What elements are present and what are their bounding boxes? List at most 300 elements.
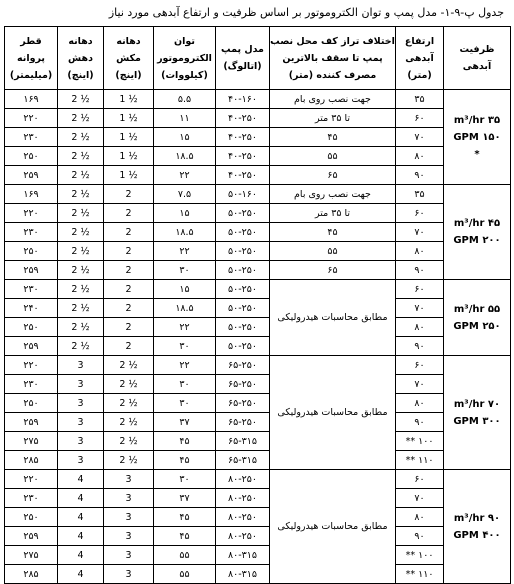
height-cell-text: ۹۰ bbox=[414, 340, 425, 352]
table-row bbox=[5, 299, 511, 318]
capacity-cell bbox=[444, 470, 511, 584]
motor-power-cell bbox=[154, 280, 216, 299]
motor-power-cell bbox=[154, 109, 216, 128]
pump-model-cell-text: ۶۵-۲۵۰ bbox=[228, 378, 257, 390]
discharge-cell bbox=[58, 128, 104, 147]
pump-model-cell bbox=[216, 242, 270, 261]
level-cell bbox=[270, 223, 396, 242]
level-cell bbox=[270, 90, 396, 109]
header-row bbox=[5, 27, 511, 90]
motor-power-cell-text: ۲۲ bbox=[179, 321, 190, 333]
impeller-cell-text: ۱۶۹ bbox=[23, 93, 39, 105]
table-row bbox=[5, 356, 511, 375]
height-cell bbox=[396, 223, 444, 242]
height-cell bbox=[396, 280, 444, 299]
motor-power-cell bbox=[154, 204, 216, 223]
impeller-cell bbox=[5, 451, 58, 470]
motor-power-cell bbox=[154, 489, 216, 508]
impeller-cell-text: ۲۴۰ bbox=[23, 302, 39, 314]
capacity-cell bbox=[444, 185, 511, 280]
impeller-cell-text: ۲۸۵ bbox=[23, 568, 39, 580]
impeller-cell-text: ۲۲۰ bbox=[23, 359, 39, 371]
motor-power-cell bbox=[154, 299, 216, 318]
capacity-line: ۳۵ m³/hr bbox=[453, 114, 501, 126]
suction-cell bbox=[104, 565, 154, 584]
table-row bbox=[5, 413, 511, 432]
capacity-line: ۱۵۰ GPM bbox=[453, 131, 501, 143]
table-row bbox=[5, 451, 511, 470]
motor-power-cell-text: ۴۵ bbox=[179, 530, 190, 542]
suction-cell-text: 2 bbox=[125, 340, 132, 352]
discharge-cell-text: 2 ½ bbox=[71, 150, 90, 162]
suction-cell bbox=[104, 489, 154, 508]
impeller-cell bbox=[5, 432, 58, 451]
suction-cell-text: 3 bbox=[125, 473, 132, 485]
pump-model-cell bbox=[216, 223, 270, 242]
level-cell bbox=[270, 147, 396, 166]
level-note-cell-text: مطابق محاسبات هیدرولیکی bbox=[277, 312, 388, 323]
discharge-cell-text: 3 bbox=[77, 397, 84, 409]
pump-model-cell-text: ۶۵-۲۵۰ bbox=[228, 416, 257, 428]
pump-model-cell bbox=[216, 261, 270, 280]
motor-power-cell-text: ۱۸.۵ bbox=[175, 226, 194, 238]
level-note-cell bbox=[270, 280, 396, 356]
discharge-cell-text: 2 ½ bbox=[71, 340, 90, 352]
discharge-cell bbox=[58, 90, 104, 109]
level-cell bbox=[270, 204, 396, 223]
pump-model-cell bbox=[216, 489, 270, 508]
impeller-cell bbox=[5, 375, 58, 394]
impeller-cell bbox=[5, 470, 58, 489]
pump-model-cell bbox=[216, 508, 270, 527]
height-cell bbox=[396, 470, 444, 489]
pump-model-cell bbox=[216, 318, 270, 337]
discharge-cell-text: 2 ½ bbox=[71, 321, 90, 333]
impeller-cell-text: ۲۵۹ bbox=[23, 530, 39, 542]
motor-power-cell bbox=[154, 432, 216, 451]
suction-cell bbox=[104, 318, 154, 337]
height-cell-text: ۶۰ bbox=[414, 283, 425, 295]
impeller-cell-text: ۲۸۵ bbox=[23, 454, 39, 466]
suction-cell bbox=[104, 546, 154, 565]
height-cell-text: ۸۰ bbox=[414, 397, 425, 409]
pump-model-cell bbox=[216, 204, 270, 223]
impeller-cell bbox=[5, 90, 58, 109]
discharge-cell bbox=[58, 166, 104, 185]
suction-cell bbox=[104, 261, 154, 280]
discharge-cell-text: 3 bbox=[77, 416, 84, 428]
suction-cell bbox=[104, 204, 154, 223]
capacity-line: ۴۵ m³/hr bbox=[453, 218, 501, 229]
motor-power-cell-text: ۳۷ bbox=[179, 492, 190, 504]
height-cell-text: ۶۰ bbox=[414, 112, 425, 124]
motor-power-cell bbox=[154, 451, 216, 470]
height-cell bbox=[396, 451, 444, 470]
motor-power-cell-text: ۵۵ bbox=[179, 549, 190, 561]
height-cell-text: ۹۰ bbox=[414, 416, 425, 428]
suction-cell-text: 2 ½ bbox=[119, 397, 138, 409]
height-cell-text: ۸۰ bbox=[414, 511, 425, 523]
discharge-cell bbox=[58, 280, 104, 299]
pump-selection-table bbox=[4, 26, 511, 584]
level-cell bbox=[270, 109, 396, 128]
height-cell-text: ۸۰ bbox=[414, 245, 425, 257]
motor-power-cell bbox=[154, 128, 216, 147]
discharge-cell bbox=[58, 413, 104, 432]
impeller-cell bbox=[5, 109, 58, 128]
pump-model-cell bbox=[216, 394, 270, 413]
capacity-line: ۲۵۰ GPM bbox=[453, 320, 501, 332]
discharge-cell bbox=[58, 337, 104, 356]
impeller-cell-text: ۲۵۹ bbox=[23, 340, 39, 352]
level-note-cell bbox=[270, 356, 396, 470]
impeller-cell-text: ۲۲۰ bbox=[23, 473, 39, 485]
impeller-cell bbox=[5, 280, 58, 299]
level-cell-text: تا ۳۵ متر bbox=[315, 112, 350, 124]
level-cell-text: ۶۵ bbox=[327, 169, 338, 181]
height-cell-text: ۱۰۰ ** bbox=[405, 549, 434, 561]
level-cell-text: ۵۵ bbox=[327, 245, 338, 257]
discharge-cell bbox=[58, 185, 104, 204]
height-cell bbox=[396, 109, 444, 128]
height-cell-text: ۸۰ bbox=[414, 150, 425, 162]
table-row bbox=[5, 166, 511, 185]
discharge-cell bbox=[58, 299, 104, 318]
table-row bbox=[5, 337, 511, 356]
discharge-cell-text: 4 bbox=[77, 530, 84, 542]
impeller-cell bbox=[5, 318, 58, 337]
header-pump-model: مدل پمپ (اتالوگ) bbox=[216, 27, 270, 90]
level-cell-text: ۶۵ bbox=[327, 264, 338, 276]
header-height: ارتفاع آبدهی (متر) bbox=[396, 27, 444, 90]
pump-model-cell bbox=[216, 470, 270, 489]
motor-power-cell-text: ۴۵ bbox=[179, 511, 190, 523]
motor-power-cell bbox=[154, 261, 216, 280]
height-cell-text: ۳۵ bbox=[414, 93, 425, 105]
discharge-cell bbox=[58, 565, 104, 584]
suction-cell-text: 2 bbox=[125, 207, 132, 219]
discharge-cell bbox=[58, 204, 104, 223]
pump-model-cell-text: ۵۰-۲۵۰ bbox=[228, 283, 257, 295]
table-row bbox=[5, 242, 511, 261]
pump-model-cell bbox=[216, 109, 270, 128]
motor-power-cell bbox=[154, 356, 216, 375]
capacity-line: ۷۰ m³/hr bbox=[453, 398, 501, 410]
motor-power-cell-text: ۴۵ bbox=[179, 435, 190, 447]
pump-model-cell-text: ۵۰-۲۵۰ bbox=[228, 302, 257, 314]
suction-cell bbox=[104, 147, 154, 166]
capacity-line: ۴۰۰ GPM bbox=[453, 529, 501, 541]
pump-model-cell-text: ۴۰-۲۵۰ bbox=[228, 150, 257, 162]
discharge-cell-text: 4 bbox=[77, 549, 84, 561]
height-cell-text: ۱۱۰ ** bbox=[405, 454, 434, 466]
discharge-cell-text: 4 bbox=[77, 568, 84, 580]
discharge-cell-text: 2 ½ bbox=[71, 188, 90, 200]
impeller-cell-text: ۲۳۰ bbox=[23, 378, 39, 390]
table-row bbox=[5, 90, 511, 109]
impeller-cell bbox=[5, 185, 58, 204]
pump-model-cell bbox=[216, 527, 270, 546]
capacity-cell bbox=[444, 90, 511, 185]
suction-cell-text: 2 bbox=[125, 245, 132, 257]
motor-power-cell-text: ۲۲ bbox=[179, 169, 190, 181]
header-discharge: دهانه دهش (اینچ) bbox=[58, 27, 104, 90]
discharge-cell bbox=[58, 451, 104, 470]
discharge-cell-text: 2 ½ bbox=[71, 264, 90, 276]
motor-power-cell bbox=[154, 527, 216, 546]
discharge-cell bbox=[58, 223, 104, 242]
impeller-cell bbox=[5, 337, 58, 356]
height-cell bbox=[396, 375, 444, 394]
capacity-line: ۹۰ m³/hr bbox=[453, 512, 501, 524]
discharge-cell bbox=[58, 470, 104, 489]
suction-cell bbox=[104, 527, 154, 546]
table-row bbox=[5, 489, 511, 508]
level-cell-text: ۵۵ bbox=[327, 150, 338, 162]
impeller-cell bbox=[5, 527, 58, 546]
motor-power-cell bbox=[154, 318, 216, 337]
motor-power-cell-text: ۱۸.۵ bbox=[175, 150, 194, 162]
pump-model-cell-text: ۴۰-۲۵۰ bbox=[228, 169, 257, 181]
pump-model-cell bbox=[216, 413, 270, 432]
level-cell bbox=[270, 166, 396, 185]
pump-model-cell bbox=[216, 451, 270, 470]
impeller-cell-text: ۲۷۵ bbox=[23, 549, 39, 561]
height-cell-text: ۹۰ bbox=[414, 264, 425, 276]
suction-cell-text: 3 bbox=[125, 549, 132, 561]
pump-model-cell-text: ۸۰-۲۵۰ bbox=[228, 511, 257, 523]
level-note-cell-text: مطابق محاسبات هیدرولیکی bbox=[277, 521, 388, 532]
impeller-cell bbox=[5, 166, 58, 185]
suction-cell bbox=[104, 109, 154, 128]
level-cell-text: ۴۵ bbox=[327, 226, 338, 238]
discharge-cell-text: 2 ½ bbox=[71, 226, 90, 238]
suction-cell-text: 2 ½ bbox=[119, 359, 138, 371]
motor-power-cell bbox=[154, 394, 216, 413]
pump-model-cell-text: ۸۰-۲۵۰ bbox=[228, 492, 257, 504]
discharge-cell-text: 3 bbox=[77, 359, 84, 371]
impeller-cell-text: ۲۵۹ bbox=[23, 416, 39, 428]
motor-power-cell bbox=[154, 185, 216, 204]
impeller-cell-text: ۲۵۰ bbox=[23, 321, 39, 333]
discharge-cell bbox=[58, 261, 104, 280]
table-row bbox=[5, 261, 511, 280]
motor-power-cell bbox=[154, 337, 216, 356]
impeller-cell bbox=[5, 413, 58, 432]
table-row bbox=[5, 508, 511, 527]
discharge-cell-text: 2 ½ bbox=[71, 131, 90, 143]
motor-power-cell-text: ۱۵ bbox=[179, 207, 190, 219]
motor-power-cell bbox=[154, 546, 216, 565]
height-cell bbox=[396, 90, 444, 109]
pump-model-cell-text: ۵۰-۲۵۰ bbox=[228, 226, 257, 238]
capacity-cell bbox=[444, 356, 511, 470]
table-row bbox=[5, 128, 511, 147]
discharge-cell-text: 3 bbox=[77, 435, 84, 447]
impeller-cell-text: ۲۲۰ bbox=[23, 207, 39, 219]
level-cell-text: تا ۳۵ متر bbox=[315, 207, 350, 219]
motor-power-cell-text: ۳۰ bbox=[179, 264, 190, 276]
motor-power-cell bbox=[154, 147, 216, 166]
height-cell bbox=[396, 261, 444, 280]
impeller-cell bbox=[5, 546, 58, 565]
height-cell bbox=[396, 432, 444, 451]
height-cell-text: ۷۰ bbox=[414, 226, 425, 238]
suction-cell-text: 2 ½ bbox=[119, 416, 138, 428]
height-cell bbox=[396, 413, 444, 432]
pump-model-cell bbox=[216, 280, 270, 299]
pump-model-cell-text: ۸۰-۳۱۵ bbox=[228, 549, 257, 561]
height-cell bbox=[396, 527, 444, 546]
motor-power-cell bbox=[154, 223, 216, 242]
height-cell bbox=[396, 489, 444, 508]
height-cell-text: ۶۰ bbox=[414, 359, 425, 371]
height-cell-text: ۹۰ bbox=[414, 169, 425, 181]
motor-power-cell bbox=[154, 413, 216, 432]
suction-cell-text: 1 ½ bbox=[119, 93, 138, 105]
suction-cell-text: 3 bbox=[125, 568, 132, 580]
suction-cell-text: 3 bbox=[125, 492, 132, 504]
discharge-cell-text: 2 ½ bbox=[71, 283, 90, 295]
discharge-cell-text: 3 bbox=[77, 378, 84, 390]
table-title: جدول پ-۹-۱- مدل پمپ و توان الکتروموتور بر اساس ظرفیت و ارتفاع آبدهی مورد نیاز bbox=[108, 6, 504, 19]
pump-model-cell bbox=[216, 356, 270, 375]
discharge-cell bbox=[58, 394, 104, 413]
motor-power-cell-text: ۴۵ bbox=[179, 454, 190, 466]
capacity-line: ۵۵ m³/hr bbox=[453, 303, 501, 315]
motor-power-cell-text: ۳۷ bbox=[179, 416, 190, 428]
suction-cell bbox=[104, 432, 154, 451]
height-cell bbox=[396, 337, 444, 356]
impeller-cell-text: ۲۵۹ bbox=[23, 169, 39, 181]
table-row bbox=[5, 147, 511, 166]
impeller-cell-text: ۲۵۰ bbox=[23, 245, 39, 257]
table-row bbox=[5, 470, 511, 489]
pump-model-cell bbox=[216, 128, 270, 147]
pump-model-cell-text: ۶۵-۲۵۰ bbox=[228, 397, 257, 409]
table-row bbox=[5, 109, 511, 128]
height-cell bbox=[396, 318, 444, 337]
motor-power-cell-text: ۱۸.۵ bbox=[175, 302, 194, 314]
table-row bbox=[5, 185, 511, 204]
motor-power-cell bbox=[154, 90, 216, 109]
level-cell-text: ۴۵ bbox=[327, 131, 338, 143]
impeller-cell bbox=[5, 565, 58, 584]
impeller-cell bbox=[5, 356, 58, 375]
discharge-cell-text: 2 ½ bbox=[71, 169, 90, 181]
pump-model-cell-text: ۴۰-۲۵۰ bbox=[228, 112, 257, 124]
pump-model-cell-text: ۵۰-۲۵۰ bbox=[228, 264, 257, 276]
level-cell bbox=[270, 261, 396, 280]
impeller-cell bbox=[5, 261, 58, 280]
discharge-cell-text: 4 bbox=[77, 511, 84, 523]
suction-cell bbox=[104, 280, 154, 299]
suction-cell bbox=[104, 394, 154, 413]
motor-power-cell-text: ۲۲ bbox=[179, 359, 190, 371]
table-row bbox=[5, 280, 511, 299]
height-cell bbox=[396, 166, 444, 185]
suction-cell-text: 2 ½ bbox=[119, 454, 138, 466]
level-cell-text: جهت نصب روی بام bbox=[294, 93, 371, 105]
suction-cell bbox=[104, 375, 154, 394]
motor-power-cell-text: ۳۰ bbox=[179, 340, 190, 352]
pump-model-cell bbox=[216, 90, 270, 109]
motor-power-cell-text: ۳۰ bbox=[179, 378, 190, 390]
impeller-cell bbox=[5, 223, 58, 242]
height-cell-text: ۳۵ bbox=[414, 188, 425, 200]
suction-cell bbox=[104, 508, 154, 527]
impeller-cell bbox=[5, 147, 58, 166]
height-cell-text: ۱۰۰ ** bbox=[405, 435, 434, 447]
level-cell bbox=[270, 242, 396, 261]
pump-model-cell-text: ۶۵-۳۱۵ bbox=[228, 454, 257, 466]
suction-cell bbox=[104, 242, 154, 261]
discharge-cell bbox=[58, 147, 104, 166]
discharge-cell bbox=[58, 375, 104, 394]
suction-cell bbox=[104, 185, 154, 204]
suction-cell-text: 2 bbox=[125, 264, 132, 276]
pump-model-cell bbox=[216, 185, 270, 204]
discharge-cell bbox=[58, 356, 104, 375]
height-cell-text: ۶۰ bbox=[414, 207, 425, 219]
height-cell bbox=[396, 356, 444, 375]
discharge-cell bbox=[58, 109, 104, 128]
table-row bbox=[5, 432, 511, 451]
header-impeller: قطر پروانه (میلیمتر) bbox=[5, 27, 58, 90]
discharge-cell-text: 4 bbox=[77, 492, 84, 504]
pump-model-cell-text: ۸۰-۲۵۰ bbox=[228, 530, 257, 542]
height-cell bbox=[396, 394, 444, 413]
suction-cell-text: 2 ½ bbox=[119, 435, 138, 447]
suction-cell-text: 1 ½ bbox=[119, 150, 138, 162]
suction-cell-text: 2 bbox=[125, 226, 132, 238]
height-cell bbox=[396, 508, 444, 527]
impeller-cell-text: ۲۳۰ bbox=[23, 226, 39, 238]
impeller-cell bbox=[5, 489, 58, 508]
pump-model-cell bbox=[216, 432, 270, 451]
discharge-cell bbox=[58, 432, 104, 451]
level-cell-text: جهت نصب روی بام bbox=[294, 188, 371, 200]
impeller-cell-text: ۲۵۰ bbox=[23, 397, 39, 409]
suction-cell bbox=[104, 90, 154, 109]
header-suction: دهانه مکش (اینچ) bbox=[104, 27, 154, 90]
header-capacity: ظرفیت آبدهی bbox=[444, 27, 511, 90]
height-cell-text: ۷۰ bbox=[414, 302, 425, 314]
motor-power-cell bbox=[154, 565, 216, 584]
pump-model-cell-text: ۴۰-۲۵۰ bbox=[228, 131, 257, 143]
suction-cell-text: 2 bbox=[125, 188, 132, 200]
suction-cell-text: 3 bbox=[125, 511, 132, 523]
suction-cell bbox=[104, 128, 154, 147]
motor-power-cell bbox=[154, 166, 216, 185]
height-cell-text: ۷۰ bbox=[414, 378, 425, 390]
height-cell-text: ۱۱۰ ** bbox=[405, 568, 434, 580]
table-row bbox=[5, 527, 511, 546]
motor-power-cell-text: ۳۰ bbox=[179, 473, 190, 485]
table-row bbox=[5, 223, 511, 242]
suction-cell-text: 2 bbox=[125, 283, 132, 295]
impeller-cell bbox=[5, 394, 58, 413]
discharge-cell-text: 3 bbox=[77, 454, 84, 466]
pump-model-cell bbox=[216, 337, 270, 356]
suction-cell bbox=[104, 356, 154, 375]
impeller-cell-text: ۲۷۵ bbox=[23, 435, 39, 447]
impeller-cell bbox=[5, 508, 58, 527]
discharge-cell-text: 2 ½ bbox=[71, 93, 90, 105]
impeller-cell bbox=[5, 128, 58, 147]
pump-model-cell-text: ۸۰-۳۱۵ bbox=[228, 568, 257, 580]
pump-model-cell-text: ۵۰-۱۶۰ bbox=[228, 188, 257, 200]
